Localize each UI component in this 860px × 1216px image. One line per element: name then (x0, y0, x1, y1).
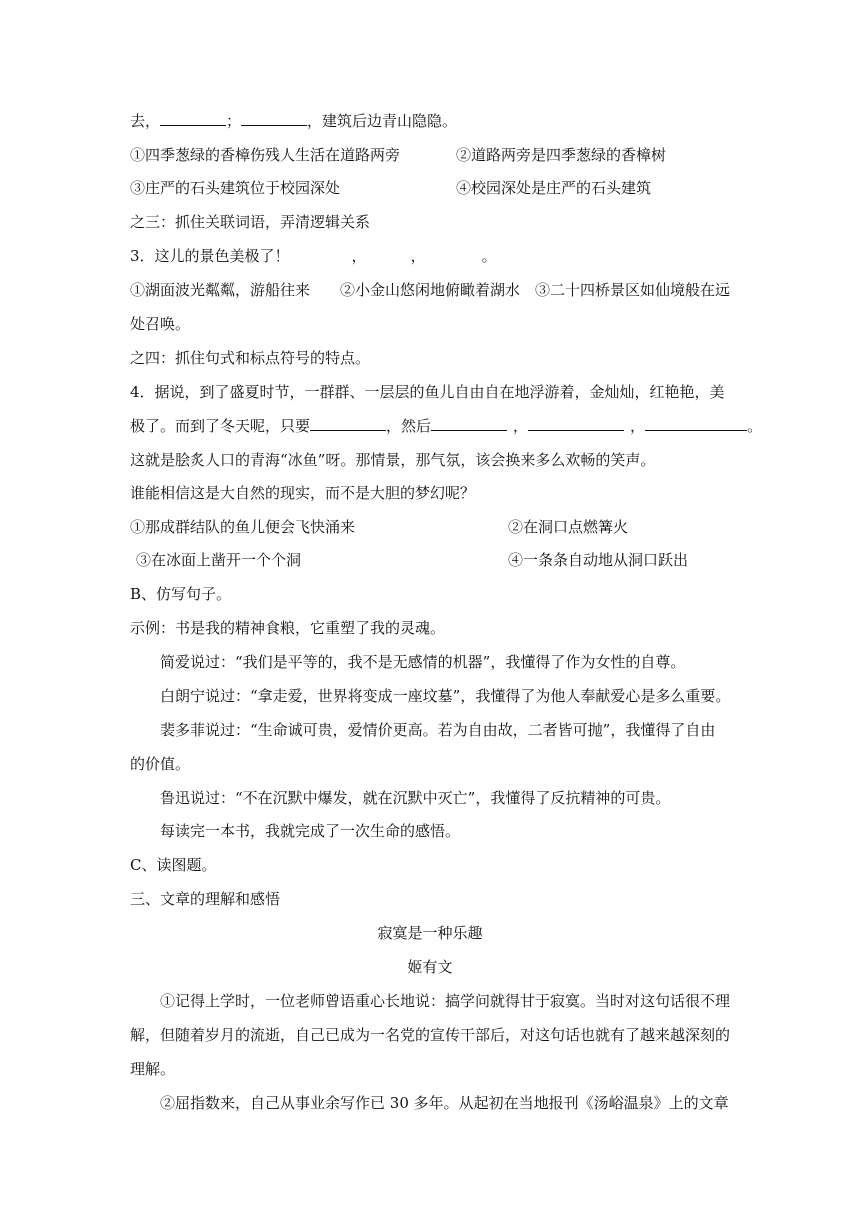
text: 。 (747, 417, 763, 435)
article-title: 寂寞是一种乐趣 (377, 924, 483, 942)
q4-options-row2 (136, 550, 689, 570)
article-para-1-cont: 解，但随着岁月的流逝，自己已成为一名党的宣传干部后，对这句话也就有了越来越深刻的 (130, 1026, 731, 1044)
text: ， (410, 247, 426, 265)
section-b-para-3: 裴多菲说过：“生命诚可贵，爱情价更高。若为自由故，二者皆可抛”，我懂得了自由 (160, 721, 716, 739)
article-para-1-end: 理解。 (130, 1060, 176, 1078)
q4-line3: 这就是脍炙人口的青海“冰鱼”呀。那情景，那气氛，该会换来多么欢畅的笑声。 (130, 451, 656, 469)
q3-options-cont: 处召唤。 (130, 315, 191, 333)
tip-3: 之三：抓住关联词语，弄清逻辑关系 (130, 213, 371, 231)
part-3-title: 三、文章的理解和感悟 (130, 890, 281, 908)
option-1: ①那成群结队的鱼儿便会飞快涌来 (130, 518, 356, 536)
section-b-para-5: 每读完一本书，我就完成了一次生命的感悟。 (160, 822, 461, 840)
article-para-1: ①记得上学时，一位老师曾语重心长地说：搞学问就得甘于寂寞。当时对这句话很不理 (160, 992, 731, 1010)
option-3: ③庄严的石头建筑位于校园深处 (130, 179, 341, 197)
q4-options-row1 (130, 517, 629, 537)
answer-blank[interactable] (431, 416, 507, 431)
answer-blank[interactable] (160, 111, 226, 126)
option-2: ②在洞口点燃篝火 (508, 518, 629, 536)
q2-options-row1 (130, 145, 667, 165)
section-b-para-1: 简爱说过：“我们是平等的，我不是无感情的机器”，我懂得了作为女性的自尊。 (160, 653, 686, 671)
text: ，然后 (386, 417, 432, 435)
q4-line2 (130, 416, 762, 436)
q3-options: ①湖面波光粼粼，游船往来 ②小金山悠闲地俯瞰着湖水 ③二十四桥景区如仙境般在远 (130, 281, 731, 299)
q2-line (130, 111, 457, 131)
tip-4: 之四：抓住句式和标点符号的特点。 (130, 349, 371, 367)
option-4: ④校园深处是庄严的石头建筑 (456, 179, 652, 197)
option-3: ③在冰面上凿开一个个洞 (136, 551, 302, 569)
text: 去， (130, 112, 161, 130)
section-b-para-4: 鲁迅说过：“不在沉默中爆发，就在沉默中灭亡”，我懂得了反抗精神的可贵。 (160, 789, 671, 807)
section-b-para-3-cont: 的价值。 (130, 755, 191, 773)
section-b-para-2: 白朗宁说过：“拿走爱，世界将变成一座坟墓”，我懂得了为他人奉献爱心是多么重要。 (160, 687, 731, 705)
q2-options-row2 (130, 178, 652, 198)
text: ， (513, 417, 529, 435)
option-4: ④一条条自动地从洞口跃出 (508, 551, 689, 569)
text: 3．这儿的景色美极了！ (130, 247, 290, 265)
option-2: ②道路两旁是四季葱绿的香樟树 (456, 146, 667, 164)
section-b-example: 示例：书是我的精神食粮，它重塑了我的灵魂。 (130, 619, 446, 637)
answer-blank[interactable] (528, 416, 624, 431)
answer-blank[interactable] (645, 416, 747, 431)
article-para-2: ②屈指数来，自己从事业余写作已 30 多年。从起初在当地报刊《汤峪温泉》上的文章 (160, 1094, 729, 1112)
section-c-title: C、读图题。 (130, 856, 217, 874)
article-author: 姬有文 (407, 958, 453, 976)
text: 。 (481, 247, 497, 265)
option-1: ①四季葱绿的香樟伤残人生活在道路两旁 (130, 146, 401, 164)
q4-line4: 谁能相信这是大自然的现实，而不是大胆的梦幻呢？ (130, 484, 476, 502)
text: ，建筑后边青山隐隐。 (307, 112, 458, 130)
text: ， (351, 247, 367, 265)
answer-blank[interactable] (241, 111, 307, 126)
q4-line1: 4．据说，到了盛夏时节，一群群、一层层的鱼儿自由自在地浮游着，金灿灿，红艳艳，美 (130, 383, 725, 401)
text: 极了。而到了冬天呢，只要 (130, 417, 311, 435)
section-b-title: B、仿写句子。 (130, 585, 232, 603)
text: ， (630, 417, 646, 435)
text: ； (226, 112, 242, 130)
answer-blank[interactable] (310, 416, 386, 431)
q3-line (130, 246, 497, 266)
